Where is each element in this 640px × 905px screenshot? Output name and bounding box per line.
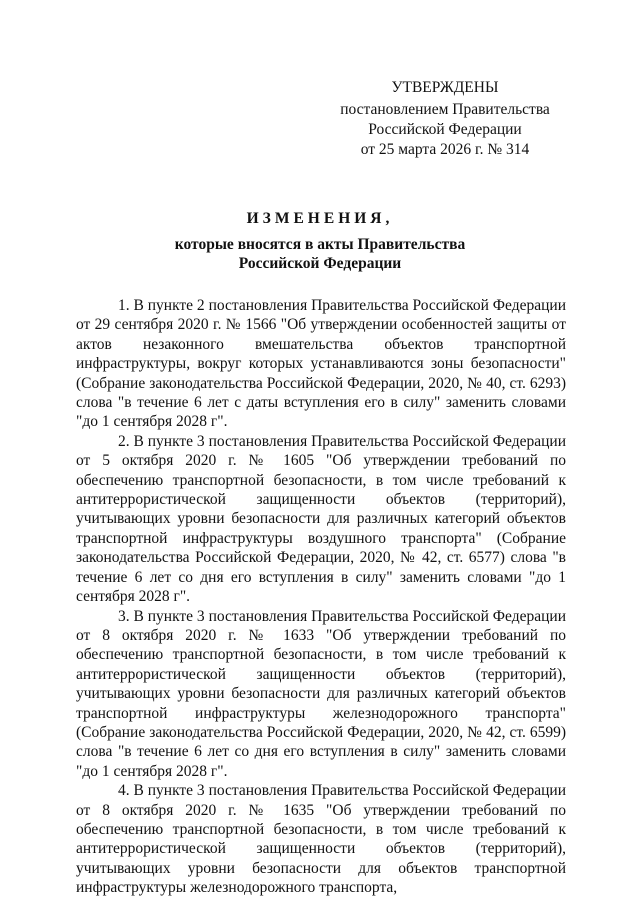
- paragraph-3: 3. В пункте 3 постановления Правительства Российской Федерации от 8 октября 2020 г. № 1633 "Об утверждении требований по обеспечению транспортной безопасности, в том числе требований к антитеррористической защищенности объектов (территорий), учитывающих уровни безопасности для различных категорий объектов транспортной инфраструктуры железнодорожного транспорта" (Собрание законодательства Российской Федерации, 2020, № 42, ст. 6599) слова "в течение 6 лет со дня его вступления в силу" заменить словами "до 1 сентября 2028 г".: [76, 607, 566, 780]
- subtitle-line-1: которые вносятся в акты Правительства: [174, 236, 466, 253]
- approval-heading: УТВЕРЖДЕНЫ: [391, 79, 499, 96]
- paragraph-4: 4. В пункте 3 постановления Правительства Российской Федерации от 8 октября 2020 г. № 1635 "Об утверждении требований по обеспечению транспортной безопасности, в том числе требований к антитеррористической защищенности объектов (территорий), учитывающих уровни безопасности для объектов транспортной инфраструктуры железнодорожного транспорта,: [76, 782, 566, 897]
- subtitle-line-2: Российской Федерации: [238, 255, 402, 272]
- approval-line-1: постановлением Правительства: [340, 101, 550, 118]
- approval-block: [330, 78, 560, 160]
- paragraph-2: 2. В пункте 3 постановления Правительства Российской Федерации от 5 октября 2020 г. № 1605 "Об утверждении требований по обеспечению транспортной безопасности, в том числе требований к антитеррористической защищенности объектов (территорий), учитывающих уровни безопасности для различных категорий объектов транспортной инфраструктуры воздушного транспорта" (Собрание законодательства Российской Федерации, 2020, № 42, ст. 6577) слова "в течение 6 лет со дня его вступления в силу" заменить словами "до 1 сентября 2028 г".: [76, 432, 566, 606]
- approval-line-3: от 25 марта 2026 г. № 314: [360, 141, 530, 158]
- document-subtitle: [76, 235, 564, 273]
- document-title: ИЗМЕНЕНИЯ,: [246, 210, 394, 227]
- paragraph-1: 1. В пункте 2 постановления Правительства Российской Федерации от 29 сентября 2020 г. № 1566 "Об утверждении особенностей защиты от актов незаконного вмешательства объектов транспортной инфраструктуры, вокруг которых устанавливаются зоны безопасности" (Собрание законодательства Российской Федерации, 2020, № 40, ст. 6293) слова "в течение 6 лет с даты вступления его в силу" заменить словами "до 1 сентября 2028 г".: [76, 297, 566, 431]
- approval-line-2: Российской Федерации: [368, 121, 522, 138]
- document-body: [76, 296, 566, 898]
